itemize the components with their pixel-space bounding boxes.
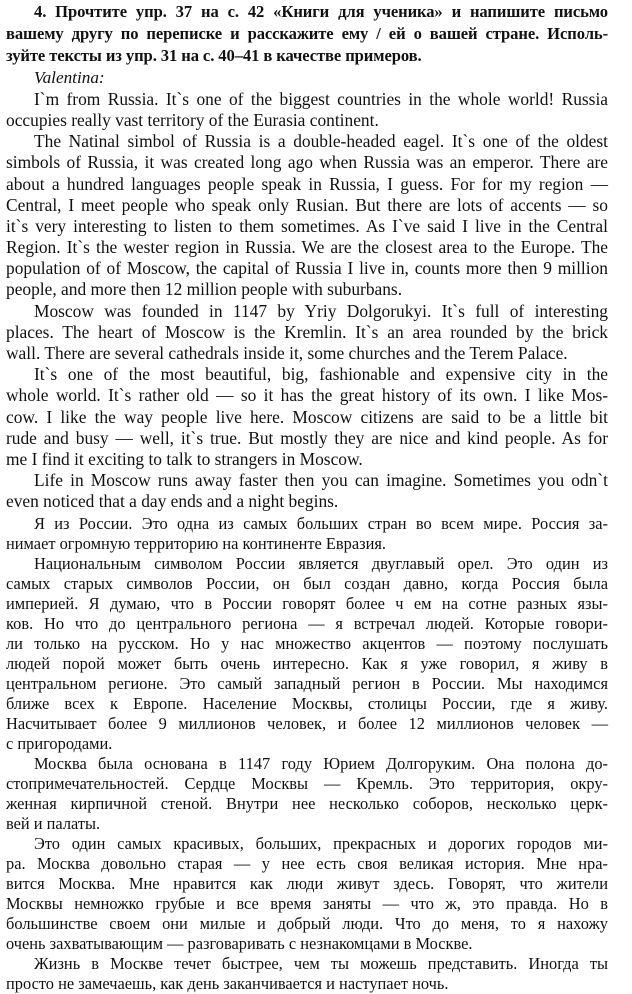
russian-line: просто не замечаешь, как день заканчивается и наступает ночь.	[6, 974, 449, 993]
english-line: rude and busy — well, it`s true. But mostly they are nice and kind people. As for	[6, 428, 608, 448]
russian-line: людей порой может быть очень интересно. Как я уже говорил, я живу в	[6, 654, 608, 673]
english-line: Region. It`s the wester region in Russia. We are the closest area to the Europe. The	[6, 237, 608, 257]
task-line: зуйте тексты из упр. 31 на с. 40–41 в качестве примеров.	[6, 46, 422, 65]
russian-line: самых старых символов России, он был создан давно, когда Россия была	[6, 574, 608, 593]
russian-line: Москвы немножко грубые и все время заняты — что ж, это правда. Но в	[6, 894, 608, 913]
english-line: occupies really vast territory of the Eurasia continent.	[6, 110, 379, 130]
russian-line: Национальным символом России является двуглавый орел. Это один из	[34, 554, 608, 573]
english-line: population of of Moscow, the capital of Russia I live in, counts more then 9 million	[6, 258, 608, 278]
english-line: Central, I meet people who speak only Rusian. But there are lots of accents — so	[6, 195, 608, 215]
english-line: places. The heart of Moscow is the Kremlin. It`s an area rounded by the brick	[6, 322, 608, 342]
russian-line: вей и палаты.	[6, 814, 101, 833]
english-line: it`s very interesting to listen to them sometimes. As I`ve said I live in the Central	[6, 216, 608, 236]
russian-line: большинстве своем они милые и добрый люди. Что до меня, то я нахожу	[6, 914, 608, 933]
russian-line: стопримечательностей. Сердце Москвы — Кремль. Это территория, окру-	[6, 774, 608, 793]
english-line: even noticed that a day ends and a night begins.	[6, 491, 339, 511]
english-line: I`m from Russia. It`s one of the biggest countries in the whole world! Russia	[34, 89, 608, 109]
english-line: The Natinal simbol of Russia is a double-headed eagel. It`s one of the oldest	[34, 131, 608, 151]
russian-line: Насчитывает более 9 миллионов человек, и более 12 миллионов человек —	[6, 714, 608, 733]
russian-line: центральном регионе. Это самый западный регион в России. Мы находимся	[6, 674, 608, 693]
russian-line: с пригородами.	[6, 734, 113, 753]
task-line: вашему другу по переписке и расскажите ему / ей о вашей стране. Исполь-	[6, 24, 608, 43]
russian-line: нимает огромную территорию на континенте Евразия.	[6, 534, 386, 553]
english-line: me I find it exciting to talk to strangers in Moscow.	[6, 449, 363, 469]
russian-line: вится Москва. Мне нравится как люди живут здесь. Говорят, что жители	[6, 874, 608, 893]
english-line: whole world. It`s rather old — so it has the great history of its own. I like Mos-	[6, 385, 608, 405]
russian-line: Москва была основана в 1147 году Юрием Долгоруким. Она полона до-	[34, 754, 608, 773]
russian-line: ли только на русском. Но у нас множество акцентов — поэтому послушать	[6, 634, 608, 653]
english-line: wall. There are several cathedrals inside it, some churches and the Terem Palace.	[6, 343, 568, 363]
english-line: Moscow was founded in 1147 by Yriy Dolgorukyi. It`s full of interesting	[34, 301, 608, 321]
russian-line: империей. Я думаю, что в России говорят более ч ем на сотне разных язы-	[6, 594, 608, 613]
russian-line: Жизнь в Москве течет быстрее, чем ты можешь представить. Иногда ты	[34, 954, 608, 973]
russian-line: Я из России. Это одна из самых больших стран во всем мире. Россия за-	[34, 514, 608, 533]
russian-line: Это один самых красивых, больших, прекрасных и дорогих городов ми-	[34, 834, 608, 853]
russian-line: ра. Москва довольно старая — у нее есть своя великая история. Мне нра-	[6, 854, 608, 873]
english-line: about a hundred languages people speak in Russia, I guess. For for my region —	[6, 174, 608, 194]
english-line: cow. I like the way people live here. Moscow citizens are said to be a little bit	[6, 407, 608, 427]
english-line: simbols of Russia, it was created long ago when Russia was an emperor. There are	[6, 152, 608, 172]
english-line: people, and more then 12 million people with suburbans.	[6, 279, 403, 299]
english-line: Life in Moscow runs away faster then you can imagine. Sometimes you odn`t	[34, 470, 608, 490]
russian-line: ков. Но что до центрального региона — я встречал людей. Которые говори-	[6, 614, 608, 633]
english-line: It`s one of the most beautiful, big, fashionable and expensive city in the	[34, 364, 608, 384]
russian-line: женная кирпичной стеной. Внутри нее несколько соборов, несколько церк-	[6, 794, 608, 813]
russian-line: ближе всех к Европе. Население Москвы, столицы России, где я живу.	[6, 694, 608, 713]
russian-line: очень захватывающим — разговаривать с незнакомцами в Москве.	[6, 934, 473, 953]
speaker-name: Valentina:	[34, 68, 105, 87]
task-line: 4. Прочтите упр. 37 на с. 42 «Книги для ученика» и напишите письмо	[34, 2, 608, 21]
